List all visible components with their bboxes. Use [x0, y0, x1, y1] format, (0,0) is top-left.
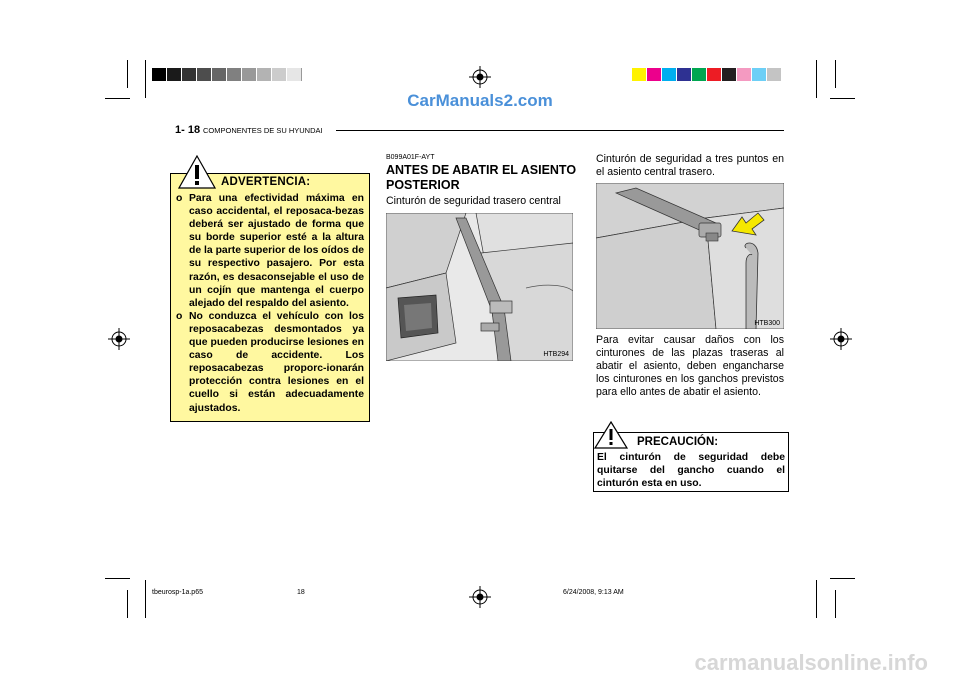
header-rule [336, 130, 784, 131]
list-item [176, 310, 364, 415]
bullet: o [176, 310, 183, 322]
warning-triangle-icon [178, 155, 216, 189]
page-number: 1- 18 [175, 124, 201, 136]
figure-caption: Cinturón de seguridad trasero central [386, 195, 561, 207]
footer-date: 6/24/2008, 9:13 AM [563, 589, 624, 596]
caution-text: El cinturón de seguridad debe quitarse del gancho cuando el cinturón esta en uso. [597, 452, 785, 489]
intro-paragraph: Cinturón de seguridad a tres puntos en el asiento central trasero. [596, 153, 784, 178]
caution-title: PRECAUCIÓN: [637, 436, 719, 448]
warning-title: ADVERTENCIA: [221, 176, 311, 188]
body-paragraph: Para evitar causar daños con los cinturones de las plazas traseras al abatir el asiento, deben engancharse los cinturones en los ganchos previstos para ello antes de abatir el asiento. [596, 334, 784, 398]
registration-mark-icon [108, 328, 130, 350]
color-bar [632, 68, 782, 81]
footer-file: tbeurosp-1a.p65 [152, 589, 203, 596]
belt-hook-illustration [596, 183, 784, 329]
grayscale-bar [152, 68, 302, 81]
registration-mark-icon [469, 66, 491, 88]
warning-item-text: Para una efectividad máxima en caso accidental, el reposaca-bezas deberá ser ajustado de forma que su borde superior esté a la altura de la parte superior de los oídos de su respectivo pasajero. Por esta razón, es desaconsejable el uso de un cojín que mantenga el cuerpo alejado del respaldo del asiento. [189, 193, 364, 309]
registration-mark-icon [469, 586, 491, 608]
watermark-bottom: carmanualsonline.info [694, 650, 928, 675]
warning-item-text: No conduzca el vehículo con los reposacabezas desmontados ya que pueden producirse lesiones en caso de accidente. Los reposacabezas proporc-ionarán protección contra lesiones en el cuello si están adecuadamente ajustados. [189, 310, 364, 414]
section-heading: ANTES DE ABATIR EL ASIENTO POSTERIOR [386, 163, 577, 192]
seatbelt-illustration [386, 213, 573, 361]
watermark-top: CarManuals2.com [407, 91, 553, 110]
bullet: o [176, 193, 183, 204]
caution-triangle-icon [594, 421, 628, 449]
footer-page: 18 [297, 589, 305, 596]
figure-label: HTB294 [543, 351, 569, 358]
section-code: B099A01F-AYT [386, 154, 435, 161]
registration-mark-icon [830, 328, 852, 350]
list-item [176, 192, 364, 310]
warning-list [176, 192, 364, 415]
figure-label: HTB300 [754, 320, 780, 327]
section-title: COMPONENTES DE SU HYUNDAI [203, 126, 323, 135]
